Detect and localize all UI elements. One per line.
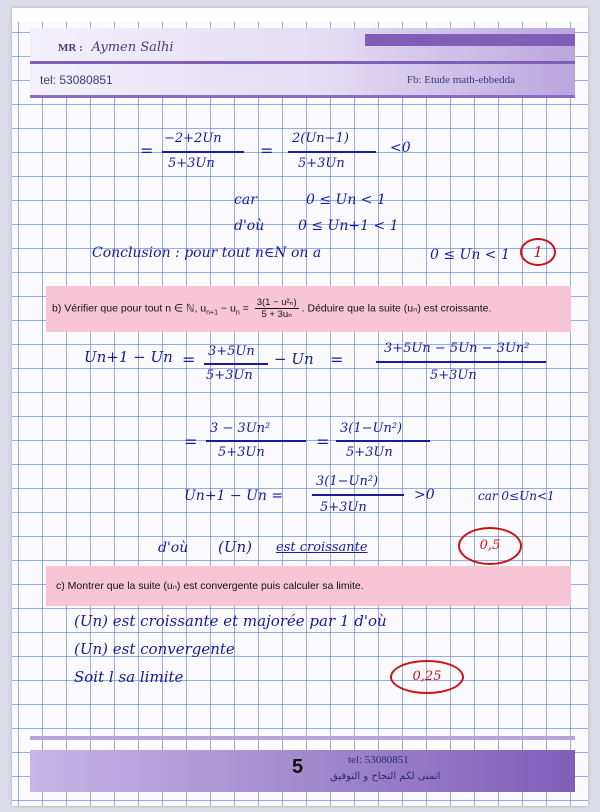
- a1-denominator: 5+3Un: [168, 156, 215, 171]
- b3-numerator: 3(1−Un²): [316, 474, 379, 489]
- b4-dou: d'où: [158, 540, 189, 556]
- b1-minus-un: − Un: [274, 350, 314, 368]
- header-bottom-rule: [30, 95, 575, 98]
- c2-line: (Un) est convergente: [74, 640, 235, 658]
- page-number: 5: [292, 756, 304, 778]
- worksheet-page: [12, 8, 588, 806]
- b1-equal-2: =: [330, 350, 344, 369]
- b2-numerator: 3 − 3Un²: [210, 421, 271, 436]
- a1-fraction-bar: [162, 151, 244, 153]
- a3-dou: d'où: [234, 218, 265, 234]
- header-tel: tel: 53080851: [40, 73, 113, 87]
- b2-numerator-2: 3(1−Un²): [340, 421, 403, 436]
- a1-equal-2: =: [260, 141, 274, 160]
- teacher-label: MR : Aymen Salhi: [58, 40, 174, 55]
- a2-condition: 0 ≤ Un < 1: [306, 192, 386, 208]
- footer-tel: tel: 53080851: [348, 754, 409, 766]
- a4-conclusion: Conclusion : pour tout n∈N on a: [92, 245, 322, 261]
- b1-numerator-2: 3+5Un − 5Un − 3Un²: [384, 341, 530, 356]
- footer-wish: اتمنى لكم النجاح و التوفيق: [330, 771, 441, 782]
- header-rule: [30, 61, 575, 64]
- b1-numerator: 3+5Un: [208, 344, 255, 359]
- b1-equal: =: [182, 350, 196, 369]
- a1-fraction-bar-2: [288, 151, 376, 153]
- question-b-fraction: $\frac{\text{3(1 − u²ₙ)}}{\text{5 + 3uₙ}}$: [256, 297, 297, 320]
- b4-croissante: est croissante: [276, 540, 368, 555]
- question-b-text: b) Vérifier que pour tout n ∈ ℕ, $u_{n+1} - u_n$ = $\frac{\text{3(1 − u²ₙ)}}{\text{5 + 3uₙ}}$ . Déduire que la suite (uₙ) est croissante.: [52, 297, 492, 320]
- teacher-name: Aymen Salhi: [91, 40, 174, 55]
- c3-line: Soit l sa limite: [74, 668, 184, 686]
- b2-equal: =: [184, 432, 198, 451]
- a4-condition: 0 ≤ Un < 1: [430, 247, 510, 263]
- score-badge-b: 0,5: [458, 527, 522, 565]
- b1-lhs: Un+1 − Un: [84, 348, 173, 366]
- b2-fraction-bar: [206, 440, 306, 442]
- b1-denominator-2: 5+3Un: [430, 368, 477, 383]
- b2-equal-2: =: [316, 432, 330, 451]
- a2-car: car: [234, 192, 257, 208]
- page-footer: [30, 736, 575, 798]
- page-header: [30, 28, 575, 98]
- b3-fraction-bar: [312, 494, 404, 496]
- a1-equal: =: [140, 141, 154, 160]
- a1-negative: <0: [390, 140, 411, 156]
- b1-denominator: 5+3Un: [206, 368, 253, 383]
- top-margin: [12, 8, 588, 22]
- b2-denominator-2: 5+3Un: [346, 445, 393, 460]
- question-c-text: c) Montrer que la suite (uₙ) est convergente puis calculer sa limite.: [56, 580, 364, 592]
- b2-fraction-bar-2: [336, 440, 430, 442]
- header-accent-bar: [365, 34, 575, 46]
- score-badge-c: 0,25: [390, 660, 464, 694]
- c1-line: (Un) est croissante et majorée par 1 d'où: [74, 612, 387, 630]
- b1-fraction-bar: [204, 363, 268, 365]
- b1-fraction-bar-2: [376, 361, 546, 363]
- b3-positive: >0: [414, 487, 435, 503]
- a1-numerator-2: 2(Un−1): [292, 131, 349, 146]
- b4-sequence: (Un): [218, 538, 253, 556]
- score-badge-a: 1: [520, 238, 556, 266]
- header-facebook: Fb: Etude math-ebbedda: [406, 74, 515, 86]
- b3-denominator: 5+3Un: [320, 500, 367, 515]
- footer-rule: [30, 736, 575, 740]
- a1-denominator-2: 5+3Un: [298, 156, 345, 171]
- a1-numerator: −2+2Un: [164, 131, 222, 146]
- b2-denominator: 5+3Un: [218, 445, 265, 460]
- a3-condition: 0 ≤ Un+1 < 1: [298, 218, 399, 234]
- b3-lhs: Un+1 − Un =: [184, 488, 284, 504]
- b3-car: car 0≤Un<1: [478, 489, 555, 503]
